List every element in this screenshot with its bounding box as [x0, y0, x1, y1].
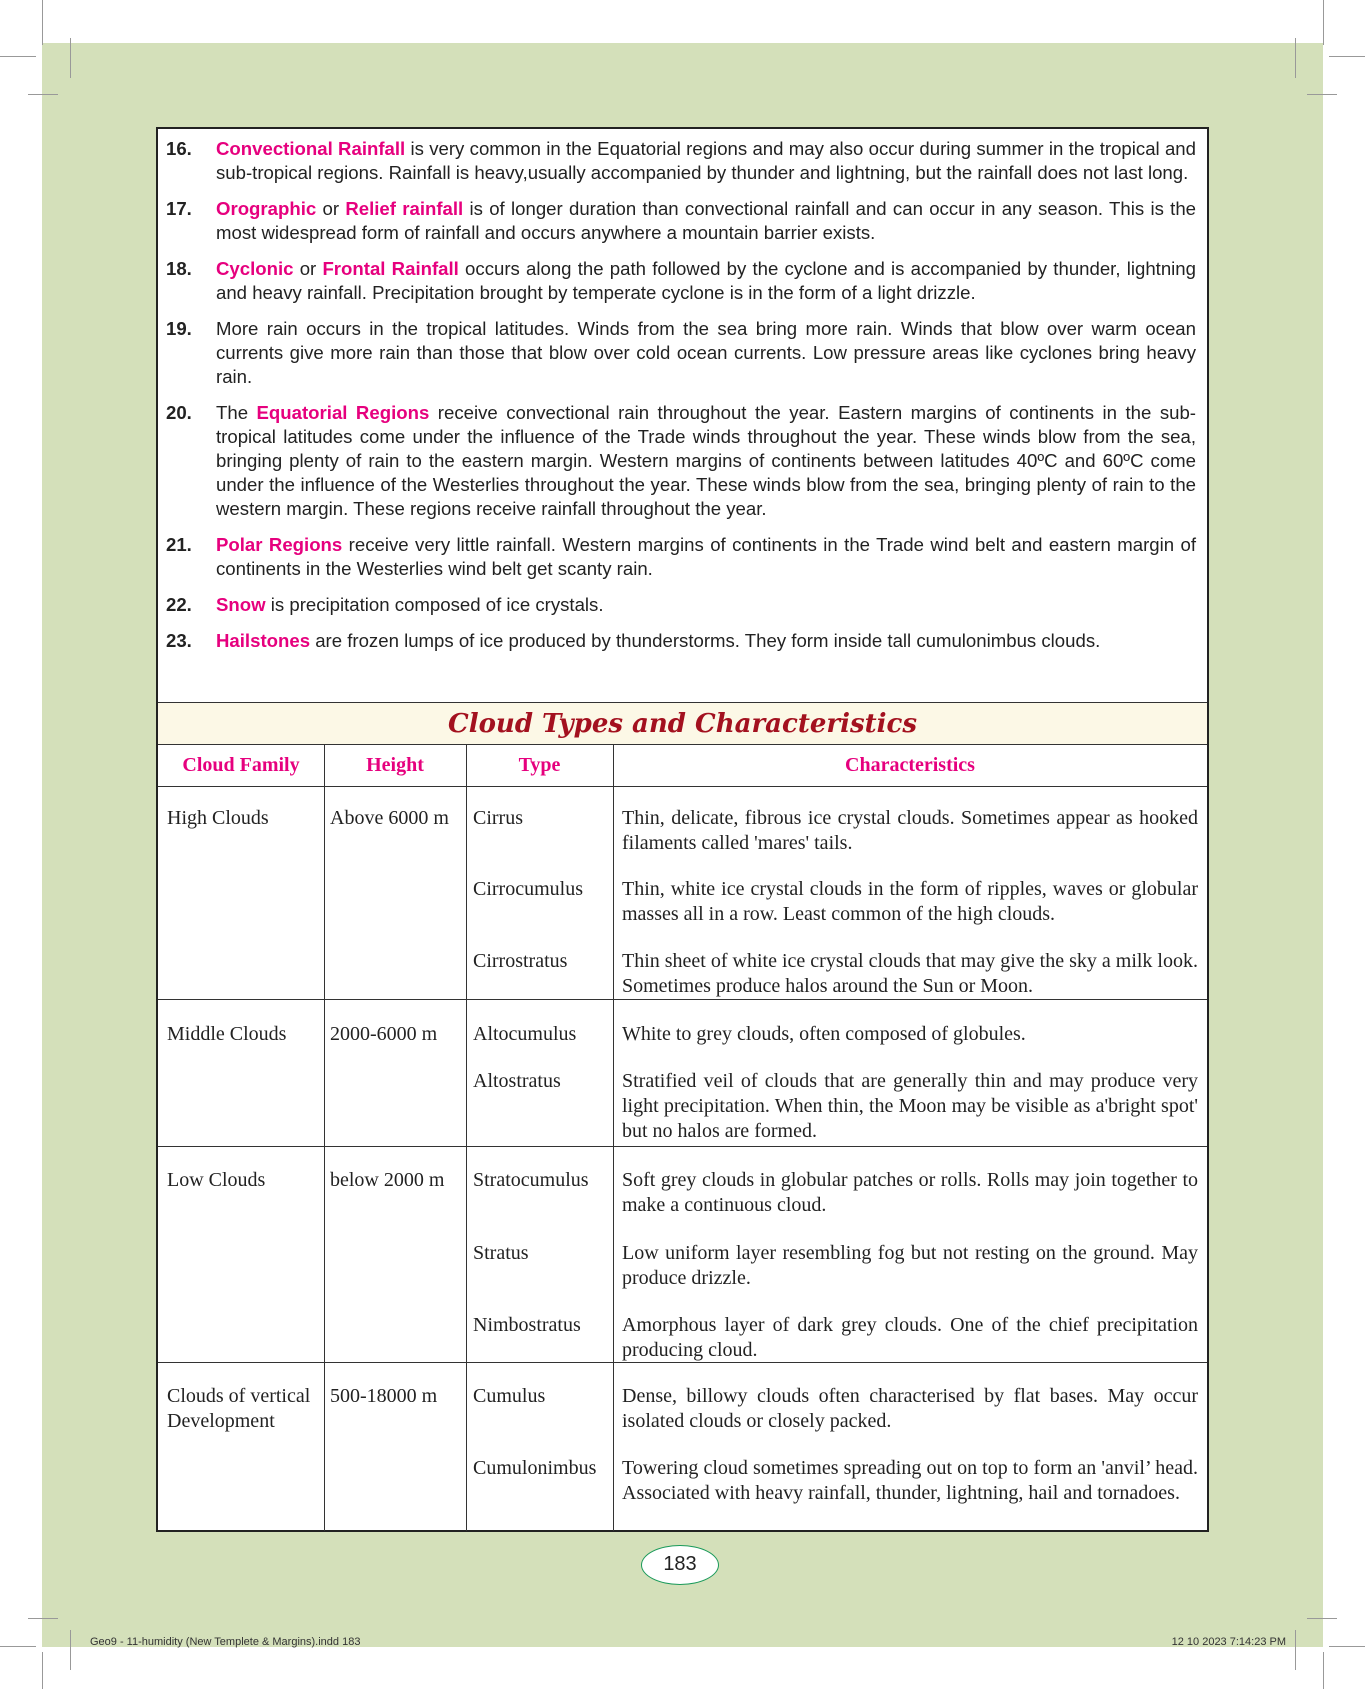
table-header: [158, 745, 1207, 787]
crop-mark: [28, 94, 58, 95]
cloud-family: Clouds of vertical Development: [167, 1385, 311, 1432]
item-text: is of longer duration than convectional rainfall and can occur in any season. This is the most widespread form of rainfall and occurs anywhere a mountain barrier exists.: [216, 198, 1197, 243]
table-title: Cloud Types and Characteristics: [158, 702, 1207, 745]
cloud-family: Low Clouds: [167, 1169, 266, 1191]
cloud-characteristics: Low uniform layer resembling fog but not resting on the ground. May produce drizzle.: [622, 1242, 1198, 1289]
list-item: [166, 629, 1196, 653]
cloud-characteristics: Soft grey clouds in globular patches or rolls. Rolls may join together to make a continuous cloud.: [622, 1169, 1198, 1216]
cloud-height: 500-18000 m: [330, 1385, 438, 1407]
item-number: 23.: [166, 630, 192, 651]
item-number: 17.: [166, 198, 192, 219]
cloud-type: Cirrus: [473, 807, 523, 829]
item-text: or: [316, 198, 346, 219]
cloud-characteristics: Thin sheet of white ice crystal clouds that may give the sky a milk look. Sometimes produce halos around the Sun or Moon.: [622, 950, 1198, 997]
table-row: [158, 787, 1207, 1000]
item-text: More rain occurs in the tropical latitudes. Winds from the sea bring more rain. Winds that blow over warm ocean currents give more rain than those that blow over cold ocean currents. Low pressure areas like cyclones bring heavy rain.: [216, 318, 1196, 387]
highlighted-term: Cyclonic: [216, 258, 294, 279]
item-number: 22.: [166, 594, 192, 615]
item-number: 21.: [166, 534, 192, 555]
highlighted-term: Relief rainfall: [345, 198, 464, 219]
item-text: receive convectional rain throughout the year. Eastern margins of continents in the sub-tropical latitudes come under the influence of the Trade winds throughout the year. These winds blow from the sea, bringing plenty of rain to the eastern margin. Western margins of continents between latitudes 40ºC and 60ºC come under the influence of the Westerlies throughout the year. These winds blow from the sea, bringing plenty of rain to the western margin. These regions receive rainfall throughout the year.: [216, 402, 1196, 519]
cloud-family: Middle Clouds: [167, 1023, 287, 1045]
list-item: [166, 533, 1196, 581]
cloud-type: Nimbostratus: [473, 1314, 581, 1336]
crop-mark: [28, 1618, 58, 1619]
cloud-type: Stratocumulus: [473, 1169, 589, 1191]
crop-mark: [0, 56, 36, 57]
table-row: [158, 1147, 1207, 1363]
cloud-type: Cumulonimbus: [473, 1457, 597, 1479]
cloud-type: Altostratus: [473, 1070, 561, 1092]
item-text: or: [293, 258, 323, 279]
cloud-table: [158, 702, 1207, 1531]
list-item: [166, 317, 1196, 389]
crop-mark: [1307, 1618, 1337, 1619]
cloud-height: below 2000 m: [330, 1169, 445, 1191]
table-row: [158, 1363, 1207, 1531]
cloud-height: Above 6000 m: [330, 807, 449, 829]
cloud-type: Cirrocumulus: [473, 878, 583, 900]
crop-mark: [1295, 1630, 1296, 1670]
cloud-characteristics: Towering cloud sometimes spreading out on top to form an 'anvil’ head. Associated with heavy rainfall, thunder, lightning, hail and tornadoes.: [622, 1457, 1198, 1504]
highlighted-term: Hailstones: [216, 630, 311, 651]
page-number: 183: [641, 1545, 719, 1585]
list-item: [166, 137, 1196, 185]
highlighted-term: Orographic: [216, 198, 317, 219]
crop-mark: [1329, 56, 1365, 57]
cloud-characteristics: Thin, white ice crystal clouds in the form of ripples, waves or globular masses all in a row. Least common of the high clouds.: [622, 878, 1198, 925]
cloud-type: Stratus: [473, 1242, 529, 1264]
cloud-type: Cumulus: [473, 1385, 546, 1407]
cloud-characteristics: White to grey clouds, often composed of globules.: [622, 1023, 1026, 1045]
crop-mark: [70, 1630, 71, 1670]
item-text: occurs along the path followed by the cyclone and is accompanied by thunder, lightning and heavy rainfall. Precipitation brought by temperate cyclone is in the form of a light drizzle.: [216, 258, 1196, 303]
item-number: 20.: [166, 402, 192, 423]
item-text: The: [216, 402, 257, 423]
table-row: [158, 1000, 1207, 1147]
cloud-characteristics: Dense, billowy clouds often characterised by flat bases. May occur isolated clouds or closely packed.: [622, 1385, 1198, 1432]
crop-mark: [1323, 1652, 1324, 1689]
content-box: [156, 127, 1209, 1532]
item-number: 18.: [166, 258, 192, 279]
crop-mark: [42, 1652, 43, 1689]
crop-mark: [1329, 1646, 1365, 1647]
item-number: 19.: [166, 318, 192, 339]
crop-mark: [42, 0, 43, 45]
cloud-height: 2000-6000 m: [330, 1023, 438, 1045]
item-text: are frozen lumps of ice produced by thunderstorms. They form inside tall cumulonimbus clouds.: [310, 630, 1101, 651]
header-characteristics: Characteristics: [845, 754, 975, 776]
cloud-characteristics: Stratified veil of clouds that are generally thin and may produce very light precipitation. When thin, the Moon may be visible as a'bright spot' but no halos are formed.: [622, 1070, 1198, 1142]
cloud-characteristics: Amorphous layer of dark grey clouds. One of the chief precipitation producing cloud.: [622, 1314, 1198, 1361]
header-height: Height: [366, 754, 424, 776]
item-text: is precipitation composed of ice crystals.: [265, 594, 604, 615]
header-cloud-family: Cloud Family: [182, 754, 300, 776]
highlighted-term: Frontal Rainfall: [322, 258, 459, 279]
list-item: [166, 197, 1196, 245]
highlighted-term: Snow: [216, 594, 266, 615]
crop-mark: [1323, 0, 1324, 45]
item-text: receive very little rainfall. Western margins of continents in the Trade wind belt and eastern margin of continents in the Westerlies wind belt get scanty rain.: [216, 534, 1196, 579]
crop-mark: [70, 38, 71, 78]
points-list: [166, 137, 1196, 665]
cloud-characteristics: Thin, delicate, fibrous ice crystal clouds. Sometimes appear as hooked filaments called 'mares' tails.: [622, 807, 1198, 854]
cloud-type: Cirrostratus: [473, 950, 568, 972]
crop-mark: [1307, 94, 1337, 95]
crop-mark: [0, 1646, 36, 1647]
item-number: 16.: [166, 138, 192, 159]
highlighted-term: Polar Regions: [216, 534, 343, 555]
list-item: [166, 593, 1196, 617]
item-text: is very common in the Equatorial regions and may also occur during summer in the tropical and sub-tropical regions. Rainfall is heavy,usually accompanied by thunder and lightning, but the rainfall does not last long.: [216, 138, 1196, 183]
list-item: [166, 401, 1196, 521]
crop-mark: [1295, 38, 1296, 78]
footer-file-info: Geo9 - 11-humidity (New Templete & Margins).indd 183: [90, 1636, 361, 1648]
list-item: [166, 257, 1196, 305]
highlighted-term: Equatorial Regions: [256, 402, 430, 423]
cloud-type: Altocumulus: [473, 1023, 577, 1045]
cloud-family: High Clouds: [167, 807, 269, 829]
footer-timestamp: 12 10 2023 7:14:23 PM: [1171, 1636, 1286, 1648]
highlighted-term: Convectional Rainfall: [216, 138, 406, 159]
header-type: Type: [518, 754, 561, 776]
